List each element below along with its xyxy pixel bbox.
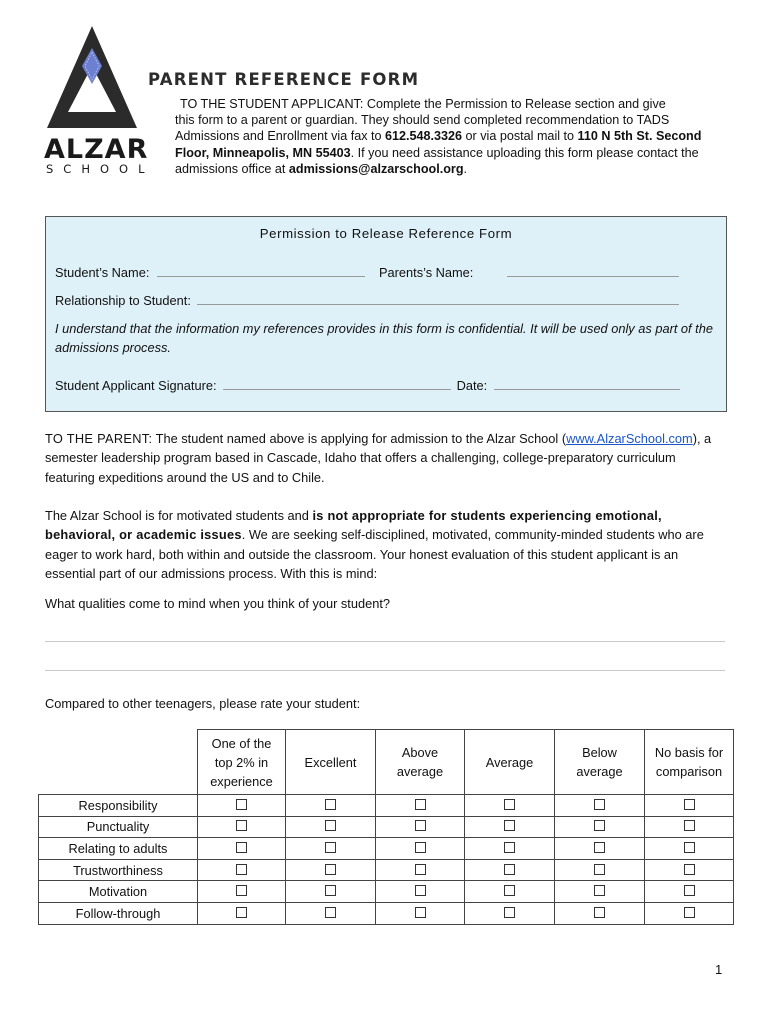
fax-number: 612.548.3326 [385,129,463,144]
rating-cell [555,859,645,881]
intro-line1: TO THE STUDENT APPLICANT: Complete the Permission to Release section and give [180,97,666,111]
permission-section [45,216,727,412]
rating-cell [198,816,286,838]
rating-cell [645,838,734,860]
signature-field[interactable] [223,377,451,390]
rating-checkbox[interactable] [594,864,605,875]
parents-name-row [379,264,679,280]
logo-name: ALZAR [44,134,149,165]
rating-cell [376,816,465,838]
row-label: Motivation [39,881,198,903]
permission-title: Permission to Release Reference Form [259,226,513,241]
rating-checkbox[interactable] [594,799,605,810]
rating-checkbox[interactable] [325,885,336,896]
rating-cell [465,881,555,903]
rating-cell [645,881,734,903]
relationship-label: Relationship to Student: [55,293,191,308]
row-label: Trustworthiness [39,859,198,881]
rating-checkbox[interactable] [594,907,605,918]
confidentiality-statement: I understand that the information my references provides in this form is confidential. It will be used only as part of the admissions process. [55,321,713,355]
rating-cell [465,816,555,838]
rating-cell [555,902,645,924]
rating-cell [465,859,555,881]
rating-cell [376,902,465,924]
answer-line-2[interactable] [45,670,725,671]
rating-cell [376,838,465,860]
rating-checkbox[interactable] [236,864,247,875]
rating-cell [465,838,555,860]
row-label: Relating to adults [39,838,198,860]
col-header: No basis for comparison [645,730,734,795]
rating-checkbox[interactable] [504,864,515,875]
table-row [39,902,734,924]
rating-cell [645,859,734,881]
rating-checkbox[interactable] [325,907,336,918]
rating-checkbox[interactable] [415,907,426,918]
table-row [39,859,734,881]
rating-checkbox[interactable] [325,820,336,831]
parents-name-label: Parents’s Name: [379,265,474,280]
col-header: Average [465,730,555,795]
rating-checkbox[interactable] [684,885,695,896]
rating-checkbox[interactable] [236,820,247,831]
rating-checkbox[interactable] [236,799,247,810]
row-label: Follow-through [39,902,198,924]
rating-checkbox[interactable] [594,885,605,896]
rating-checkbox[interactable] [415,799,426,810]
row-label: Responsibility [39,795,198,817]
rating-checkbox[interactable] [236,907,247,918]
col-header: One of the top 2% in experience [198,730,286,795]
rating-checkbox[interactable] [504,907,515,918]
page-title: PARENT REFERENCE FORM [148,70,420,89]
answer-line-1[interactable] [45,641,725,642]
rating-cell [198,881,286,903]
rate-prompt: Compared to other teenagers, please rate your student: [45,696,361,711]
rating-checkbox[interactable] [415,864,426,875]
postal-address: 110 N 5th St. Second Floor, Minneapolis, MN 55403 [175,129,702,160]
table-row [39,795,734,817]
header-blank [39,730,198,795]
rating-checkbox[interactable] [594,820,605,831]
rating-checkbox[interactable] [684,842,695,853]
rating-checkbox[interactable] [684,799,695,810]
date-field[interactable] [494,377,680,390]
date-label: Date: [456,378,488,393]
rating-checkbox[interactable] [325,799,336,810]
rating-cell [376,859,465,881]
rating-cell [555,838,645,860]
rating-cell [286,816,376,838]
parent-text1: The student named above is applying for admission to the Alzar School ( [152,431,567,446]
signature-label: Student Applicant Signature: [55,378,217,393]
rating-checkbox[interactable] [236,885,247,896]
rating-checkbox[interactable] [504,885,515,896]
rating-cell [465,902,555,924]
col-header: Excellent [286,730,376,795]
rating-cell [286,838,376,860]
rating-checkbox[interactable] [325,842,336,853]
program-paragraph [45,506,725,584]
alzar-logo-icon [44,22,140,132]
table-row [39,816,734,838]
rating-cell [645,816,734,838]
qualities-question: What qualities come to mind when you think of your student? [45,596,390,611]
rating-cell [465,795,555,817]
logo-subtitle: SCHOOL [46,162,155,176]
rating-cell [555,816,645,838]
rating-cell [198,859,286,881]
rating-checkbox[interactable] [504,820,515,831]
table-row [39,838,734,860]
rating-header-row [39,730,734,795]
rating-cell [286,902,376,924]
parents-name-field[interactable] [507,264,679,277]
intro-text2: or via postal mail to [462,129,578,144]
rating-checkbox[interactable] [236,842,247,853]
intro-text1: this form to a parent or guardian. They should send completed recommendation to TADS Admissions and Enrollment via fax to [175,113,670,144]
rating-checkbox[interactable] [594,842,605,853]
rating-checkbox[interactable] [504,842,515,853]
alzar-website-link[interactable]: www.AlzarSchool.com [566,431,693,446]
p2-text2: . We are seeking self-disciplined, motivated, community-minded students who are eager to work hard, both within and outside the classroom. Your honest evaluation of this student applicant is an essential part of our admissions process. With this is mind: [45,527,704,582]
intro-text3: . If you need assistance uploading this form please contact the admissions office at [175,145,699,176]
intro-text4: . [463,161,468,176]
student-name-label: Student’s Name: [55,265,150,280]
row-label: Punctuality [39,816,198,838]
page-number: 1 [715,962,723,977]
admissions-email: admissions@alzarschool.org [288,161,464,176]
relationship-field[interactable] [197,292,679,305]
rating-checkbox[interactable] [684,907,695,918]
parent-lead: TO THE PARENT: [45,431,153,446]
rating-cell [376,795,465,817]
rating-checkbox[interactable] [415,820,426,831]
relationship-row [55,292,679,308]
p2-bold-text: is not appropriate for students experiencing emotional, behavioral, or academic issues [45,508,662,543]
p2-text1: The Alzar School is for motivated students and [45,508,313,523]
rating-cell [286,859,376,881]
rating-cell [198,838,286,860]
signature-row [55,377,680,393]
rating-cell [198,795,286,817]
parent-text2: ), a semester leadership program based in Cascade, Idaho that offers a challenging, college-preparatory curriculum featuring expeditions around the US and to Chile. [45,431,712,485]
rating-table [38,729,734,925]
parent-intro-paragraph [45,429,725,487]
student-name-row [55,264,365,280]
rating-cell [376,881,465,903]
student-name-field[interactable] [157,264,365,277]
rating-cell [555,881,645,903]
rating-cell [555,795,645,817]
rating-cell [198,902,286,924]
rating-checkbox[interactable] [415,842,426,853]
table-row [39,881,734,903]
rating-cell [286,795,376,817]
rating-cell [286,881,376,903]
rating-checkbox[interactable] [325,864,336,875]
rating-checkbox[interactable] [415,885,426,896]
col-header: Above average [376,730,465,795]
rating-checkbox[interactable] [684,864,695,875]
rating-checkbox[interactable] [504,799,515,810]
col-header: Below average [555,730,645,795]
rating-cell [645,795,734,817]
intro-text [175,96,735,177]
rating-cell [645,902,734,924]
rating-checkbox[interactable] [684,820,695,831]
